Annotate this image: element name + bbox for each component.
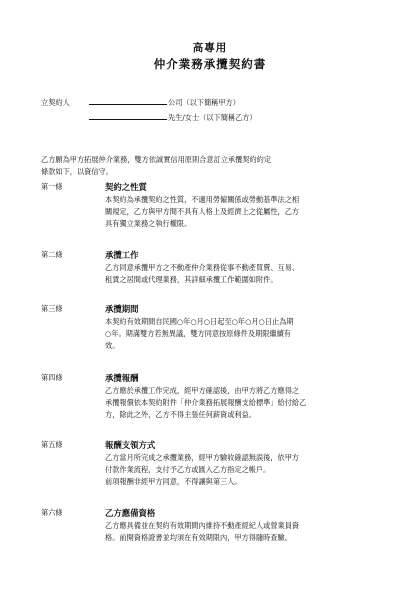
article-line: 乙方應於承攬工作完成，經甲方確認後，由甲方將乙方應得之 [105, 386, 300, 395]
intro-line: 乙方願為甲方拓展仲介業務，雙方依誠實信用原則合意訂立承攬契約約定 [41, 155, 272, 164]
article-number: 第三條 [41, 304, 63, 313]
article-body [105, 194, 383, 230]
article-title: 承攬工作 [105, 250, 139, 260]
party-row-company [41, 97, 240, 108]
article-title: 乙方應備資格 [105, 508, 156, 518]
article-body [105, 385, 383, 421]
article-line: ○年。期滿雙方若無異議，雙方同意按原條件及期限繼續有 [105, 329, 291, 338]
intro-paragraph [41, 154, 371, 178]
article-line: 乙方當月所完成之承攬業務，經甲方驗收確認無誤後，依甲方 [105, 453, 300, 462]
article-number: 第一條 [41, 182, 63, 191]
article-number: 第六條 [41, 508, 63, 517]
party-company-suffix: 公司（以下簡稱甲方） [168, 98, 240, 107]
article-line: 本契約為承攬契約之性質，不適用勞僱關係或勞動基準法之相 [105, 195, 300, 204]
article-number: 第四條 [41, 373, 63, 382]
party-person-suffix: 先生/女士（以下簡稱乙方） [168, 113, 257, 122]
article-body [105, 452, 383, 488]
article-line: 具有獨立業務之執行權限。 [105, 219, 192, 228]
document-title: 仲介業務承攬契約書 [153, 57, 267, 71]
party-label: 立契約人 [41, 98, 70, 107]
article-title: 契約之性質 [105, 182, 147, 192]
article-body [105, 316, 383, 352]
article-line: 乙方同意承攬甲方之不動產仲介業務從事不動產買賣、互易、 [105, 263, 300, 272]
article-body [105, 520, 383, 544]
article-title: 承攬期間 [105, 304, 139, 314]
article-number: 第二條 [41, 250, 63, 259]
article-line: 乙方應具備並在契約有效期間內維持不動產經紀人或營業員資 [105, 521, 300, 530]
article-line: 關規定，乙方與甲方間不具有人格上及經濟上之從屬性，乙方 [105, 207, 300, 216]
article-line: 本契約有效期間自民國○年○月○日起至○年○月○日止為期 [105, 317, 294, 326]
document-subtitle: 高專用 [192, 42, 228, 54]
intro-line: 條款如下，以資信守。 [41, 167, 113, 176]
article-line: 前項報酬非經甲方同意，不得讓與第三人。 [105, 477, 242, 486]
article-line: 承攬報償依本契約附件「仲介業務拓展報酬支給標準」給付給乙 [105, 398, 307, 407]
company-name-blank[interactable] [89, 97, 167, 105]
article-line: 租賃之居間或代理業務，其詳細承攬工作範圍如附件。 [105, 275, 278, 284]
article-title: 承攬報酬 [105, 373, 139, 383]
article-line: 效。 [105, 341, 120, 350]
article-line: 方，除此之外，乙方不得主張任何薪資或利益。 [105, 410, 256, 419]
article-line: 格。前開資格證書並均須在有效期限內，甲方得隨時查驗。 [105, 533, 292, 542]
article-number: 第五條 [41, 440, 63, 449]
article-line: 付款作業流程，支付予乙方或匯入乙方指定之帳戶。 [105, 465, 271, 474]
article-title: 報酬支領方式 [105, 440, 156, 450]
person-name-blank[interactable] [89, 112, 167, 120]
party-row-person [41, 112, 257, 123]
article-body [105, 262, 383, 286]
